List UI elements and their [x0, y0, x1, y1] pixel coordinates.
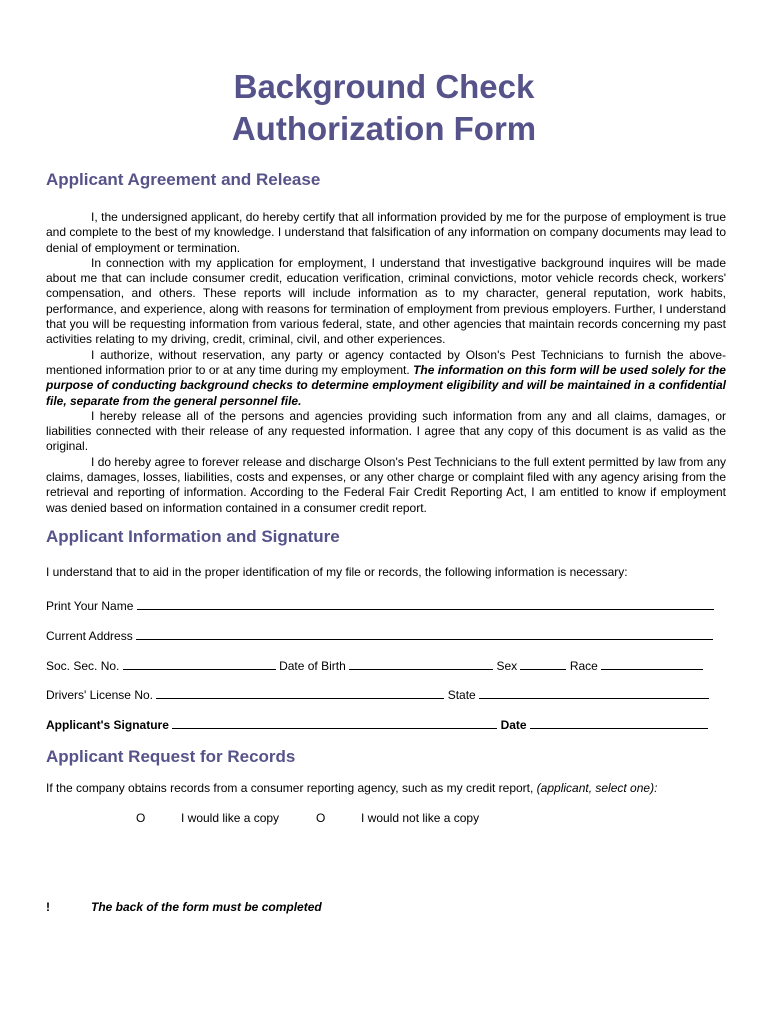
records-intro-text: If the company obtains records from a consumer reporting agency, such as my credit report,: [46, 781, 537, 795]
current-address-field[interactable]: [136, 627, 713, 640]
section-heading-records: Applicant Request for Records: [46, 747, 296, 766]
authorize-emphasis: The information on this form will be used solely for the purpose of conducting background checks to determine employment eligibility and will be maintained in a confidential file, separate from the general personnel file.: [46, 362, 726, 408]
paragraph-certify: I, the undersigned applicant, do hereby certify that all information provided by me for the purpose of employment is true and complete to the best of my knowledge. I understand that falsification of any information on company documents may lead to denial of employment or termination.: [46, 210, 726, 255]
date-field[interactable]: [530, 716, 708, 729]
records-intro: [46, 781, 718, 795]
title-line-2: Authorization Form: [231, 110, 537, 147]
agreement-text: [46, 210, 726, 516]
print-name-label: Print Your Name: [46, 599, 134, 613]
print-name-field[interactable]: [137, 597, 714, 610]
information-intro: I understand that to aid in the proper identification of my file or records, the following information is necessary:: [46, 565, 628, 579]
state-label: State: [447, 688, 476, 702]
option-copy-label: I would like a copy: [181, 811, 280, 825]
print-name-row: [46, 597, 718, 613]
license-label: Drivers' License No.: [46, 688, 153, 702]
current-address-label: Current Address: [46, 629, 133, 643]
records-intro-italic: (applicant, select one):: [536, 781, 658, 795]
dob-label: Date of Birth: [279, 659, 346, 673]
form-title: [0, 66, 768, 150]
current-address-row: [46, 627, 718, 643]
ssn-field[interactable]: [123, 657, 276, 670]
title-line-1: Background Check: [233, 68, 535, 105]
paragraph-investigation: In connection with my application for employment, I understand that investigative background inquires will be made about me that can include consumer credit, education verification, criminal convictions, motor vehicle records check, workers' compensation, and others. These reports will include information as to my character, general reputation, work habits, performance, and experience, along with reasons for termination of employment from previous employers. Further, I understand that you will be requesting information from various federal, state, and other agencies that maintain records concerning my past activities relating to my driving, credit, criminal, civil, and other experiences.: [46, 255, 726, 347]
dob-field[interactable]: [349, 657, 493, 670]
license-field[interactable]: [156, 686, 444, 699]
option-copy-radio[interactable]: O: [136, 811, 146, 825]
signature-label: Applicant's Signature: [46, 718, 169, 732]
footer-note: The back of the form must be completed: [91, 900, 322, 914]
sex-field[interactable]: [520, 657, 566, 670]
license-row: [46, 686, 718, 702]
section-heading-agreement: Applicant Agreement and Release: [46, 170, 321, 189]
race-label: Race: [569, 659, 598, 673]
section-heading-information: Applicant Information and Signature: [46, 527, 340, 546]
option-no-copy-radio[interactable]: O: [316, 811, 326, 825]
date-label: Date: [500, 718, 527, 732]
paragraph-release: I hereby release all of the persons and agencies providing such information from any and all claims, damages, or liabilities connected with their release of any requested information. I agree that any copy of this document is as valid as the original.: [46, 408, 726, 454]
option-no-copy-label: I would not like a copy: [361, 811, 480, 825]
paragraph-discharge: I do hereby agree to forever release and discharge Olson's Pest Technicians to the full extent permitted by law from any claims, damages, losses, liabilities, costs and expenses, or any other charge or complaint filed with any agency arising from the retrieval and reporting of information. According to the Federal Fair Credit Reporting Act, I am entitled to know if employment was denied based on information contained in a consumer credit report.: [46, 454, 726, 515]
authorize-text: I authorize, without reservation, any party or agency contacted by Olson's Pest Technicians to furnish the above-mentioned information prior to or at any time during my employment.: [46, 347, 726, 377]
sex-label: Sex: [496, 659, 518, 673]
state-field[interactable]: [479, 686, 709, 699]
signature-field[interactable]: [172, 716, 497, 729]
footer-mark: !: [46, 900, 50, 914]
signature-row: [46, 716, 718, 732]
ssn-label: Soc. Sec. No.: [46, 659, 120, 673]
paragraph-authorize: [46, 348, 726, 409]
race-field[interactable]: [601, 657, 703, 670]
identity-row: [46, 657, 718, 673]
